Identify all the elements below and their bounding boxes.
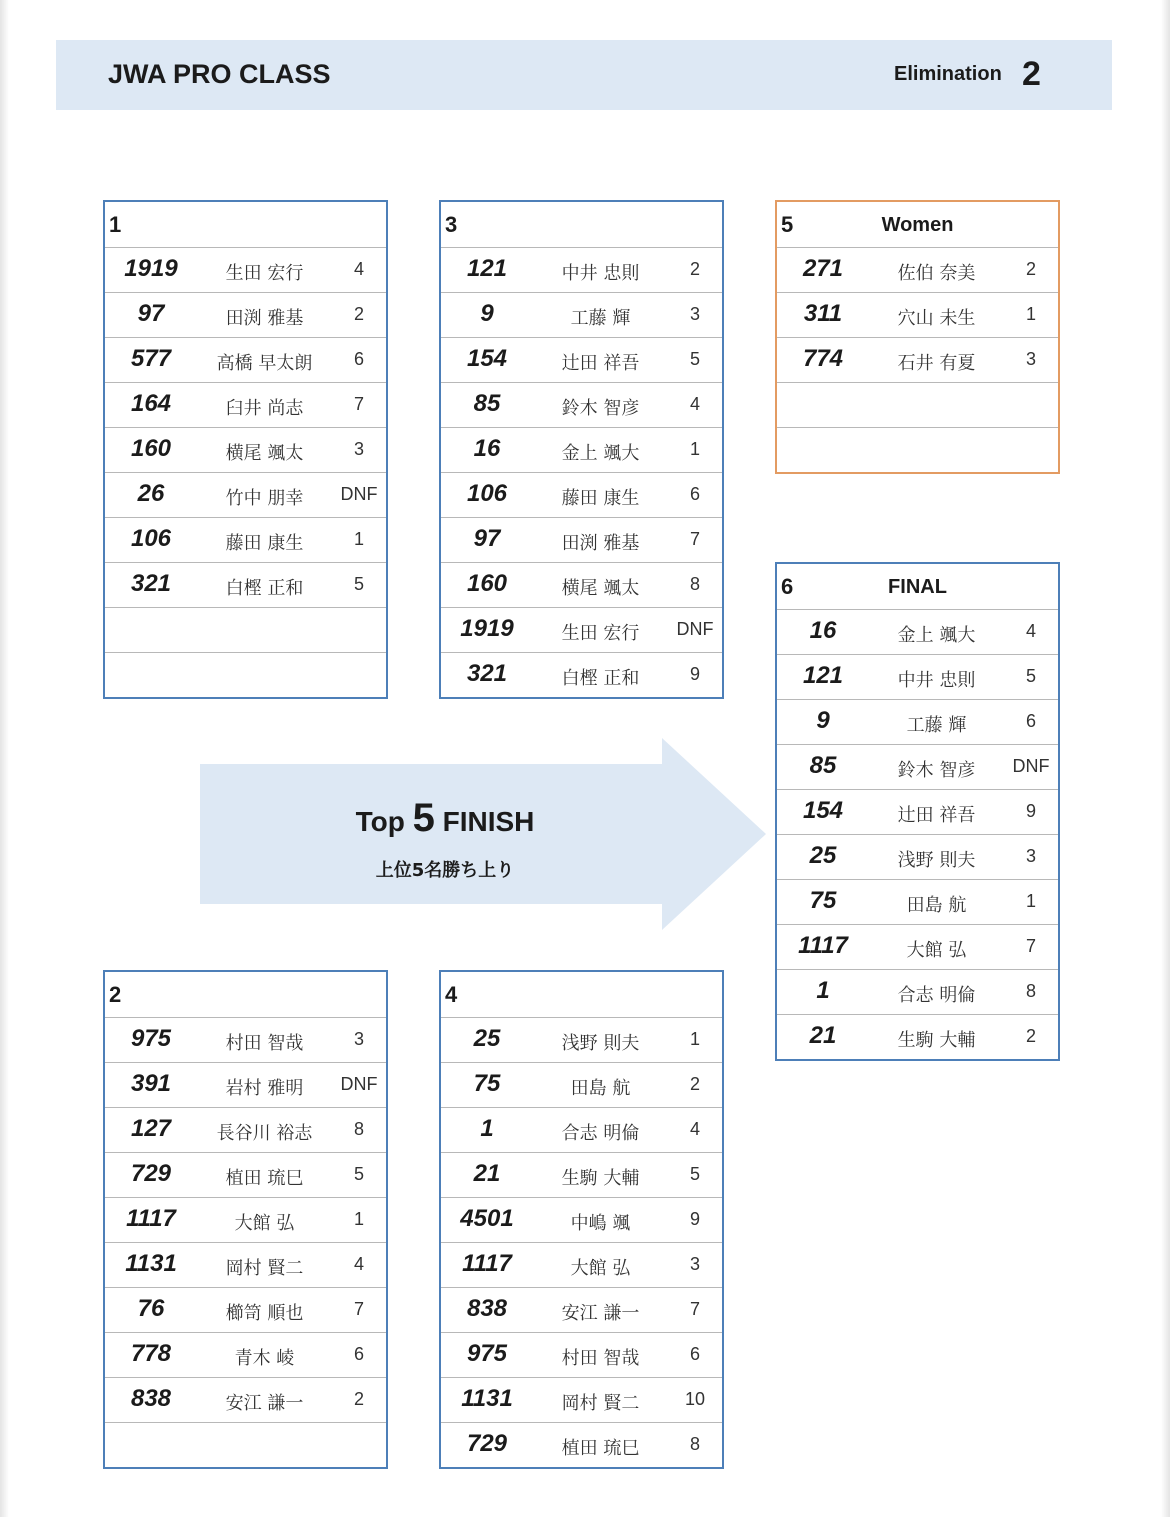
bib-number: 9	[480, 300, 494, 327]
result-rank: 6	[689, 1344, 700, 1364]
heat-number: 2	[109, 982, 122, 1007]
result-rank: 1	[689, 439, 700, 459]
bib-number: 1	[816, 977, 830, 1004]
result-rank: 6	[353, 349, 364, 369]
table-row	[441, 1242, 722, 1287]
table-row	[105, 382, 386, 427]
page-shadow-left	[0, 0, 9, 1517]
result-rank: 3	[353, 1029, 364, 1049]
rider-name: 村田 智哉	[561, 1348, 640, 1369]
table-row	[441, 382, 722, 427]
result-rank: 9	[689, 664, 700, 684]
rider-name: 中井 忠則	[897, 670, 976, 691]
bib-number: 311	[803, 300, 843, 327]
bib-number: 97	[473, 525, 501, 552]
advance-caption	[200, 796, 690, 841]
bib-number: 85	[809, 752, 837, 779]
rider-name: 生駒 大輔	[561, 1168, 640, 1189]
table-row	[441, 1017, 722, 1062]
bib-number: 271	[802, 255, 844, 282]
bib-number: 76	[137, 1295, 165, 1322]
result-rank: 3	[353, 439, 364, 459]
table-row	[105, 337, 386, 382]
rider-name: 鈴木 智彦	[561, 398, 640, 419]
bib-number: 975	[130, 1025, 172, 1052]
result-rank: 6	[353, 1344, 364, 1364]
rider-name: 生田 宏行	[225, 263, 304, 284]
rider-name: 青木 崚	[234, 1348, 295, 1369]
bib-number: 391	[130, 1070, 172, 1097]
result-rank: 5	[353, 1164, 364, 1184]
bib-number: 577	[130, 345, 172, 372]
result-rank: 7	[353, 1299, 364, 1319]
result-rank: 2	[353, 1389, 364, 1409]
table-row	[441, 1107, 722, 1152]
stage-number: 2	[1022, 55, 1041, 93]
stage-label: Elimination	[894, 63, 1002, 85]
rider-name: 工藤 輝	[906, 715, 967, 736]
table-row	[441, 562, 722, 607]
bib-number: 729	[130, 1160, 172, 1187]
rider-name: 大館 弘	[570, 1258, 631, 1279]
table-row	[441, 472, 722, 517]
result-rank: 5	[689, 1164, 700, 1184]
result-rank: 9	[1025, 801, 1036, 821]
bib-number: 164	[130, 390, 172, 417]
rider-name: 生駒 大輔	[897, 1030, 976, 1051]
bib-number: 1117	[126, 1205, 176, 1232]
result-rank: 3	[1025, 349, 1036, 369]
rider-name: 竹中 朋幸	[225, 488, 304, 509]
rider-name: 岩村 雅明	[225, 1078, 304, 1099]
rider-name: 工藤 輝	[570, 308, 631, 329]
result-rank: 3	[689, 1254, 700, 1274]
bib-number: 25	[809, 842, 837, 869]
table-row	[777, 654, 1058, 699]
result-rank: 7	[689, 1299, 700, 1319]
rider-name: 浅野 則夫	[561, 1033, 640, 1054]
rider-name: 植田 琉巳	[225, 1168, 304, 1189]
table-row	[105, 1017, 386, 1062]
rider-name: 金上 颯大	[561, 443, 640, 464]
bib-number: 106	[466, 480, 508, 507]
page-title: JWA PRO CLASS	[108, 59, 331, 89]
result-rank: 1	[353, 1209, 364, 1229]
table-row	[777, 1014, 1058, 1059]
rider-name: 金上 颯大	[897, 625, 976, 646]
heat-number: 1	[109, 212, 122, 237]
heat-label: Women	[881, 214, 954, 236]
table-row	[105, 607, 386, 652]
table-row	[105, 292, 386, 337]
table-row	[777, 969, 1058, 1014]
result-rank: DNF	[1012, 756, 1050, 776]
table-row	[441, 1197, 722, 1242]
bib-number: 1	[480, 1115, 494, 1142]
table-row	[441, 337, 722, 382]
table-row	[441, 517, 722, 562]
table-row	[777, 789, 1058, 834]
bib-number: 838	[466, 1295, 508, 1322]
heat-number: 5	[781, 212, 794, 237]
bib-number: 321	[130, 570, 172, 597]
table-row	[777, 744, 1058, 789]
heat-5-women-table	[775, 200, 1060, 474]
result-rank: 1	[1025, 891, 1036, 911]
rider-name: 横尾 颯太	[561, 578, 640, 599]
bib-number: 85	[473, 390, 501, 417]
table-row	[105, 472, 386, 517]
rider-name: 安江 謙一	[225, 1393, 304, 1414]
bib-number: 75	[809, 887, 837, 914]
advance-prefix: Top	[355, 806, 405, 837]
table-row	[777, 427, 1058, 472]
result-rank: 6	[1025, 711, 1036, 731]
bib-number: 1117	[798, 932, 848, 959]
table-row	[777, 382, 1058, 427]
rider-name: 田島 航	[570, 1078, 631, 1099]
result-rank: 3	[689, 304, 700, 324]
result-rank: 8	[353, 1119, 364, 1139]
rider-name: 岡村 賢二	[225, 1258, 304, 1279]
table-row	[441, 1377, 722, 1422]
bib-number: 778	[130, 1340, 172, 1367]
bib-number: 1919	[460, 615, 514, 642]
bib-number: 1131	[125, 1250, 177, 1277]
bib-number: 154	[466, 345, 508, 372]
result-rank: 5	[1025, 666, 1036, 686]
rider-name: 臼井 尚志	[225, 398, 304, 419]
bib-number: 97	[137, 300, 165, 327]
heat-header	[441, 972, 722, 1017]
result-rank: 4	[353, 259, 364, 279]
bib-number: 16	[473, 435, 501, 462]
rider-name: 櫛笥 順也	[225, 1303, 304, 1324]
table-row	[777, 337, 1058, 382]
table-row	[441, 1062, 722, 1107]
page-shadow-right	[1161, 0, 1170, 1517]
table-row	[777, 247, 1058, 292]
rider-name: 高橋 早太朗	[216, 353, 313, 374]
table-row	[105, 652, 386, 697]
bib-number: 975	[466, 1340, 508, 1367]
rider-name: 佐伯 奈美	[897, 263, 976, 284]
rider-name: 辻田 祥吾	[561, 353, 640, 374]
bib-number: 154	[802, 797, 844, 824]
rider-name: 岡村 賢二	[561, 1393, 640, 1414]
result-rank: 2	[689, 1074, 700, 1094]
bib-number: 729	[466, 1430, 508, 1457]
advance-arrow	[200, 738, 766, 930]
rider-name: 藤田 康生	[225, 533, 304, 554]
table-row	[105, 517, 386, 562]
bib-number: 321	[466, 660, 508, 687]
rider-name: 浅野 則夫	[897, 850, 976, 871]
rider-name: 植田 琉巳	[561, 1438, 640, 1459]
result-rank: 5	[689, 349, 700, 369]
heat-label: FINAL	[888, 576, 947, 598]
rider-name: 横尾 颯太	[225, 443, 304, 464]
heat-header	[777, 202, 1058, 247]
result-rank: 2	[1025, 1026, 1036, 1046]
table-row	[777, 924, 1058, 969]
heat-4-table	[439, 970, 724, 1469]
table-row	[777, 879, 1058, 924]
bib-number: 9	[816, 707, 830, 734]
table-row	[105, 427, 386, 472]
heat-6-final-table	[775, 562, 1060, 1061]
result-rank: 2	[1025, 259, 1036, 279]
rider-name: 長谷川 裕志	[216, 1123, 313, 1144]
rider-name: 田渕 雅基	[225, 308, 304, 329]
rider-name: 田渕 雅基	[561, 533, 640, 554]
result-rank: 6	[689, 484, 700, 504]
rider-name: 中井 忠則	[561, 263, 640, 284]
rider-name: 田島 航	[906, 895, 967, 916]
advance-count: 5	[412, 796, 435, 840]
result-rank: 2	[689, 259, 700, 279]
table-row	[105, 1377, 386, 1422]
table-row	[441, 1287, 722, 1332]
heat-2-table	[103, 970, 388, 1469]
result-rank: 7	[1025, 936, 1036, 956]
result-rank: 7	[689, 529, 700, 549]
heat-number: 6	[781, 574, 794, 599]
bib-number: 121	[802, 662, 844, 689]
heat-3-table	[439, 200, 724, 699]
rider-name: 中嶋 颯	[570, 1213, 631, 1234]
rider-name: 石井 有夏	[897, 353, 976, 374]
bib-number: 127	[130, 1115, 172, 1142]
table-row	[441, 1152, 722, 1197]
bib-number: 1117	[462, 1250, 512, 1277]
result-rank: DNF	[340, 1074, 378, 1094]
result-rank: 1	[1025, 304, 1036, 324]
result-rank: 1	[689, 1029, 700, 1049]
result-rank: 3	[1025, 846, 1036, 866]
table-row	[105, 1287, 386, 1332]
table-row	[441, 1332, 722, 1377]
bib-number: 16	[809, 617, 837, 644]
table-row	[105, 247, 386, 292]
table-row	[105, 1242, 386, 1287]
result-rank: 8	[1025, 981, 1036, 1001]
bib-number: 160	[130, 435, 172, 462]
result-rank: 4	[1025, 621, 1036, 641]
bib-number: 774	[802, 345, 844, 372]
advance-suffix: FINISH	[442, 806, 535, 837]
table-row	[105, 1152, 386, 1197]
heat-header	[441, 202, 722, 247]
result-rank: 2	[353, 304, 364, 324]
bib-number: 21	[809, 1022, 837, 1049]
result-rank: DNF	[340, 484, 378, 504]
table-row	[105, 1062, 386, 1107]
result-rank: 1	[353, 529, 364, 549]
table-row	[105, 562, 386, 607]
rider-name: 生田 宏行	[561, 623, 640, 644]
table-row	[105, 1107, 386, 1152]
bib-number: 106	[130, 525, 172, 552]
table-row	[777, 834, 1058, 879]
table-row	[777, 699, 1058, 744]
result-rank: 9	[689, 1209, 700, 1229]
rider-name: 合志 明倫	[561, 1123, 640, 1144]
bib-number: 26	[137, 480, 165, 507]
result-rank: 8	[689, 574, 700, 594]
bib-number: 838	[130, 1385, 172, 1412]
result-rank: 4	[689, 394, 700, 414]
bib-number: 1919	[124, 255, 178, 282]
table-row	[441, 1422, 722, 1467]
result-rank: 7	[353, 394, 364, 414]
rider-name: 白樫 正和	[225, 578, 304, 599]
bib-number: 160	[466, 570, 508, 597]
heat-header	[105, 972, 386, 1017]
bib-number: 25	[473, 1025, 501, 1052]
rider-name: 合志 明倫	[897, 985, 976, 1006]
advance-subtitle: 上位5名勝ち上り	[375, 860, 515, 881]
heat-header	[777, 564, 1058, 609]
rider-name: 大館 弘	[234, 1213, 295, 1234]
result-rank: 8	[689, 1434, 700, 1454]
result-rank: 4	[689, 1119, 700, 1139]
heat-number: 3	[445, 212, 458, 237]
rider-name: 藤田 康生	[561, 488, 640, 509]
bib-number: 121	[466, 255, 508, 282]
bib-number: 75	[473, 1070, 501, 1097]
table-row	[441, 247, 722, 292]
heat-number: 4	[445, 982, 458, 1007]
rider-name: 村田 智哉	[225, 1033, 304, 1054]
result-rank: 5	[353, 574, 364, 594]
result-rank: DNF	[676, 619, 714, 639]
table-row	[441, 292, 722, 337]
heat-1-table	[103, 200, 388, 699]
result-rank: 4	[353, 1254, 364, 1274]
rider-name: 辻田 祥吾	[897, 805, 976, 826]
rider-name: 白樫 正和	[561, 668, 640, 689]
heat-header	[105, 202, 386, 247]
rider-name: 安江 謙一	[561, 1303, 640, 1324]
page-header	[56, 40, 1112, 110]
bib-number: 1131	[461, 1385, 513, 1412]
bib-number: 21	[473, 1160, 501, 1187]
table-row	[441, 427, 722, 472]
table-row	[105, 1422, 386, 1467]
rider-name: 鈴木 智彦	[897, 760, 976, 781]
table-row	[441, 607, 722, 652]
result-rank: 10	[684, 1389, 706, 1409]
table-row	[105, 1332, 386, 1377]
rider-name: 大館 弘	[906, 940, 967, 961]
rider-name: 穴山 未生	[897, 308, 976, 329]
table-row	[777, 609, 1058, 654]
table-row	[105, 1197, 386, 1242]
table-row	[777, 292, 1058, 337]
table-row	[441, 652, 722, 697]
bib-number: 4501	[460, 1205, 514, 1232]
